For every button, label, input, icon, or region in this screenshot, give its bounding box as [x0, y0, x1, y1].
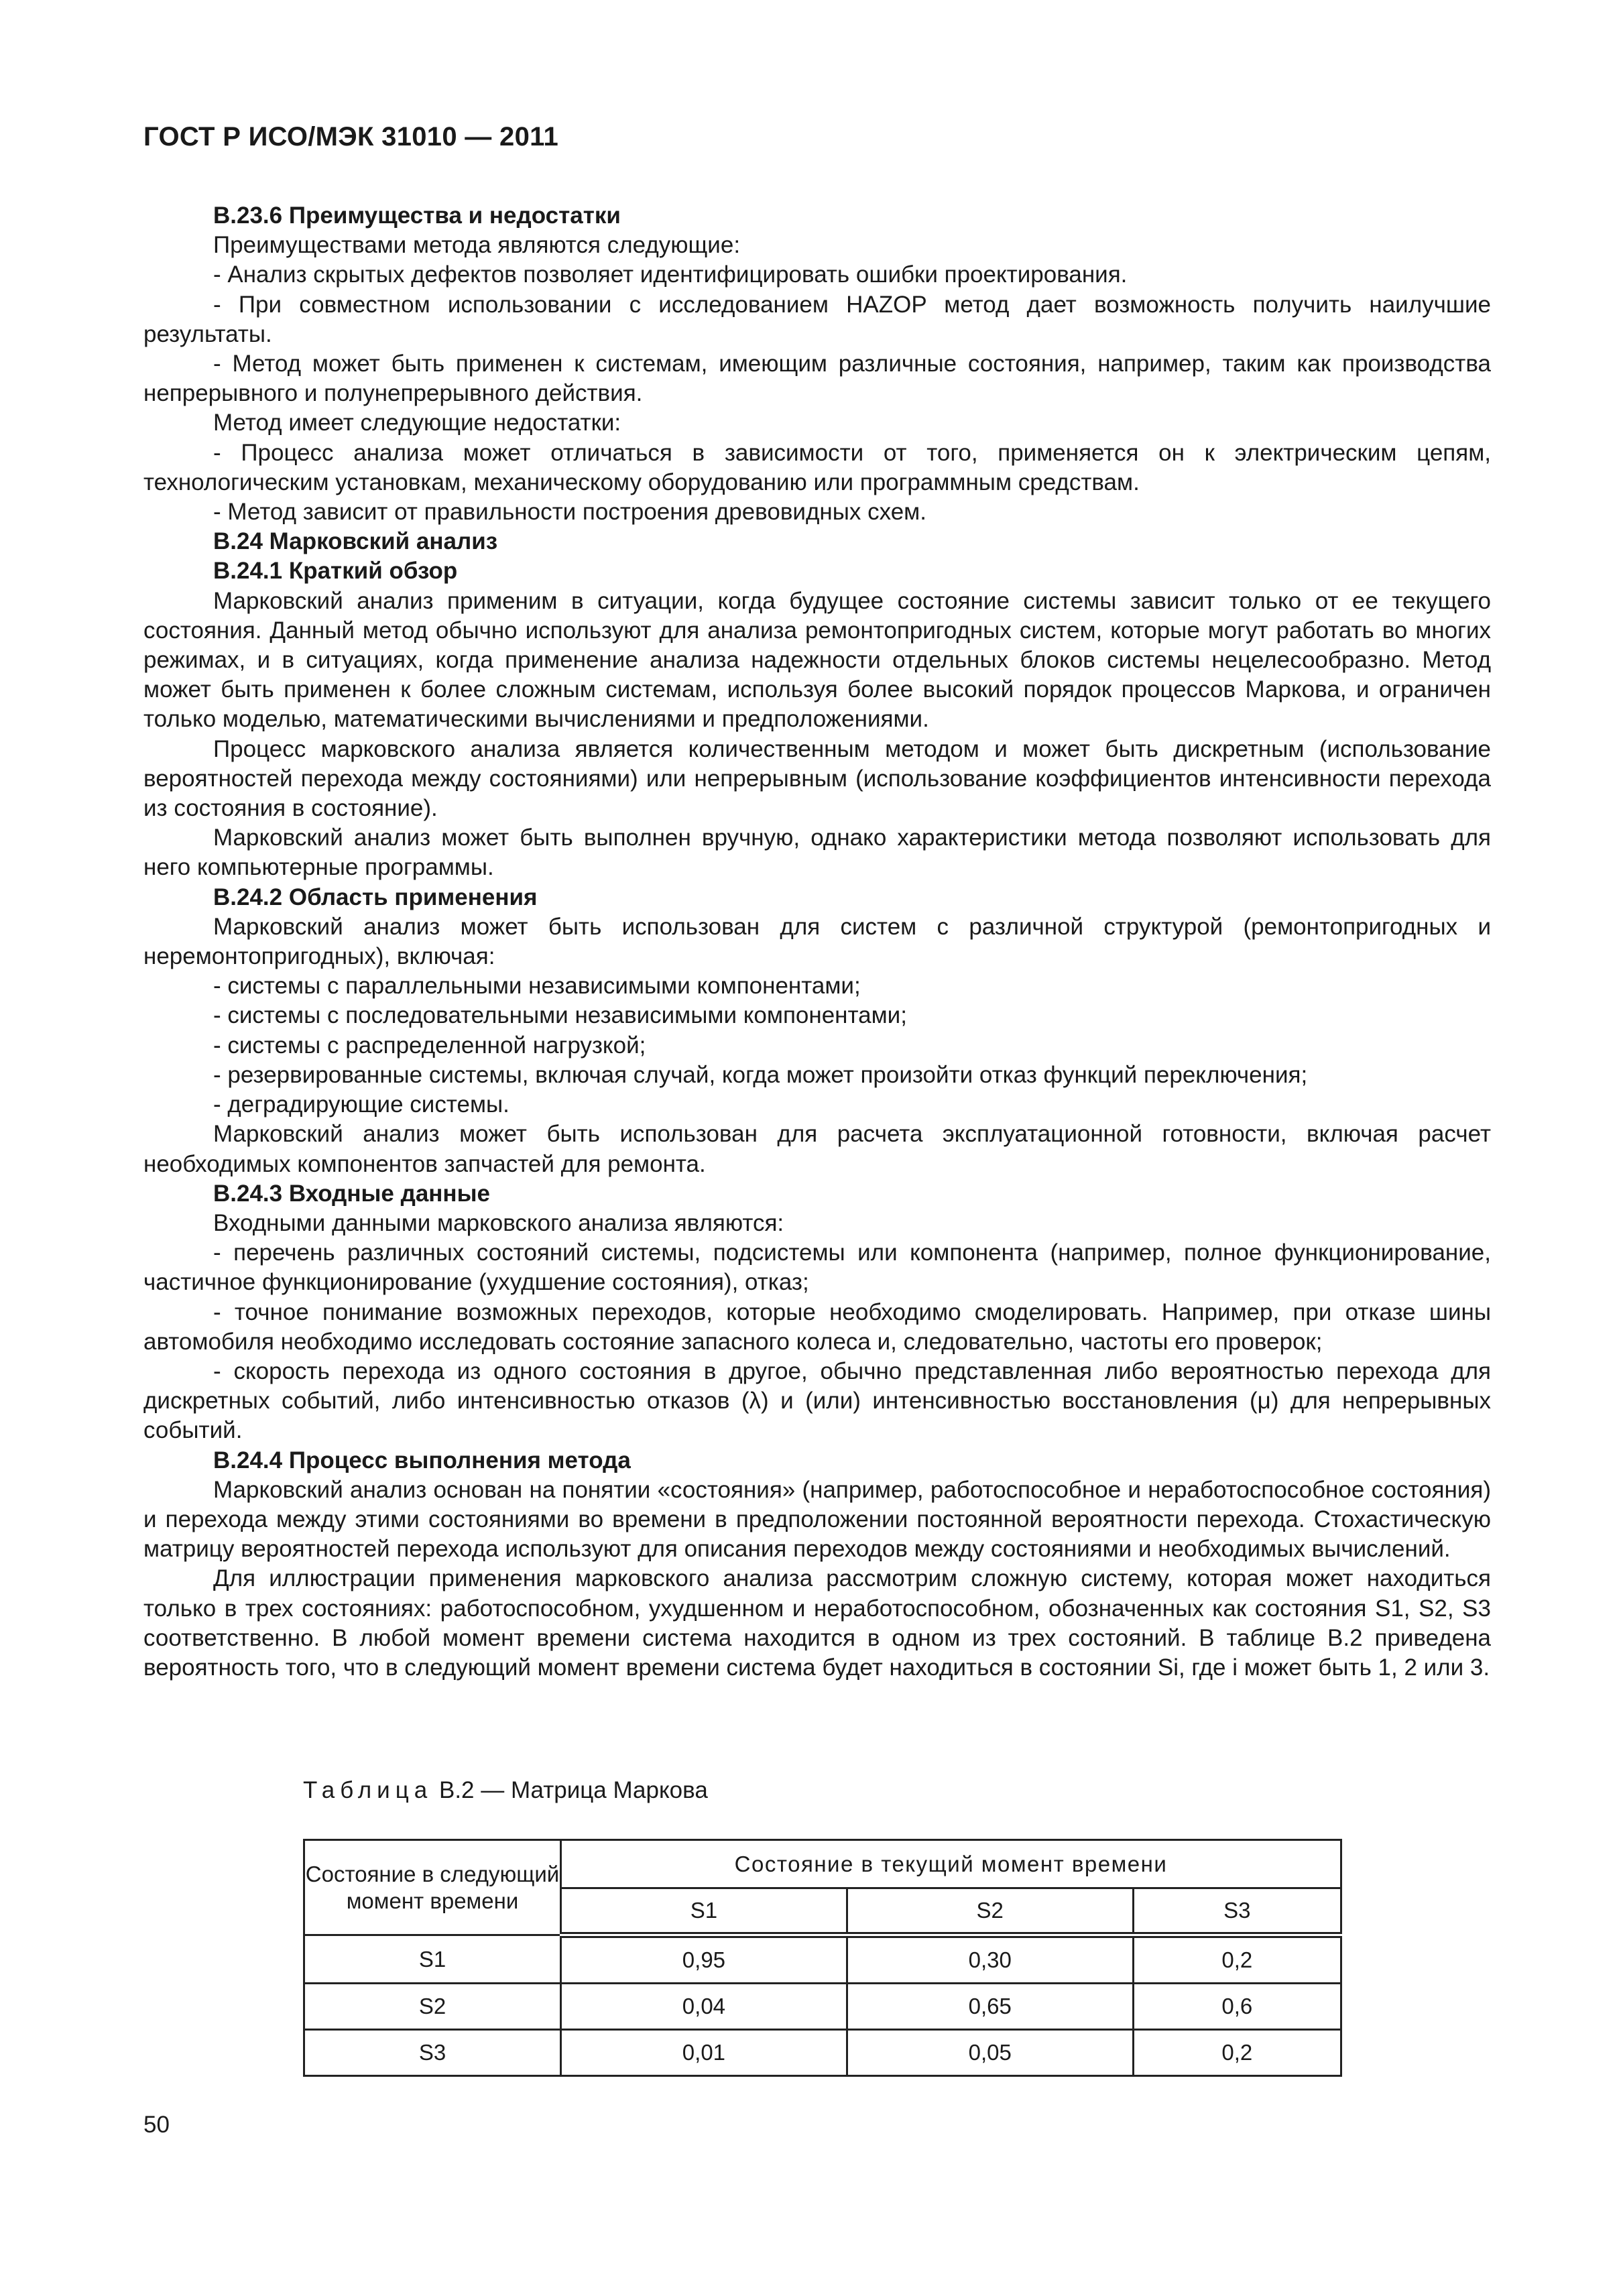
subsection-heading: В.24.1 Краткий обзор	[213, 558, 458, 585]
row-label: S2	[304, 1984, 561, 2030]
subsection-heading: В.24.4 Процесс выполнения метода	[213, 1447, 631, 1473]
list-item: - Процесс анализа может отличаться в зависимости от того, применяется он к электрическим цепям, технологическим установкам, механическому оборудованию или программным средствам.	[143, 439, 1491, 495]
page-number: 50	[143, 2112, 170, 2138]
table-caption-title: В.2 — Матрица Маркова	[438, 1777, 708, 1803]
document-body	[143, 201, 1491, 1683]
list-item: - скорость перехода из одного состояния в другое, обычно представленная либо вероятностью перехода для дискретных событий, либо интенсивностью отказов (λ) и (или) интенсивностью восстановления (μ) для непрерывных событий.	[143, 1357, 1491, 1444]
list-item: - резервированные системы, включая случай, когда может произойти отказ функций переключения;	[213, 1061, 1308, 1088]
column-header: S1	[561, 1888, 847, 1935]
table-cell: 0,2	[1133, 1935, 1341, 1984]
table-cell: 0,6	[1133, 1984, 1341, 2030]
table-cell: 0,65	[847, 1984, 1133, 2030]
paragraph: Марковский анализ может быть использован для систем с различной структурой (ремонтопригодных и неремонтопригодных), включая:	[143, 913, 1491, 970]
table-row	[304, 1984, 1341, 2030]
table-cell: 0,30	[847, 1935, 1133, 1984]
table-cell: 0,04	[561, 1984, 847, 2030]
section-heading: В.23.6 Преимущества и недостатки	[213, 202, 621, 229]
list-item: - Метод зависит от правильности построения древовидных схем.	[213, 499, 926, 526]
table-cell: 0,2	[1133, 2030, 1341, 2076]
column-header: S3	[1133, 1888, 1341, 1935]
list-item: - Анализ скрытых дефектов позволяет идентифицировать ошибки проектирования.	[213, 261, 1128, 288]
table-cell: 0,01	[561, 2030, 847, 2076]
paragraph: Марковский анализ основан на понятии «состояния» (например, работоспособное и неработоспособное состояния) и перехода между этими состояниями во времени в предположении постоянной вероятности перехода. Стохастическую матрицу вероятностей перехода используют для описания переходов между состояниями и необходимых вычислений.	[143, 1476, 1491, 1563]
paragraph: Входными данными марковского анализа являются:	[213, 1209, 784, 1236]
subsection-heading: В.24.3 Входные данные	[213, 1180, 490, 1207]
table-row	[304, 2030, 1341, 2076]
paragraph: Процесс марковского анализа является количественным методом и может быть дискретным (использование вероятностей перехода между состояниями) или непрерывным (использование коэффициентов интенсивности перехода из состояния в состояние).	[143, 735, 1491, 822]
markov-matrix-table	[303, 1839, 1342, 2077]
paragraph: Марковский анализ может быть использован для расчета эксплуатационной готовности, включая расчет необходимых компонентов запчастей для ремонта.	[143, 1121, 1491, 1177]
table-caption-label: Таблица	[303, 1777, 433, 1803]
corner-header: Состояние в следующий момент времени	[304, 1840, 561, 1935]
row-label: S1	[304, 1935, 561, 1984]
list-item: - системы с последовательными независимыми компонентами;	[213, 1002, 907, 1029]
paragraph: Марковский анализ применим в ситуации, когда будущее состояние системы зависит только от ее текущего состояния. Данный метод обычно используют для анализа ремонтопригодных систем, которые могут работать во многих режимах, и в ситуациях, когда применение анализа надежности отдельных блоков системы нецелесообразно. Метод может быть применен к более сложным системам, используя более высокий порядок процессов Маркова, и ограничен только моделью, математическими вычислениями и предположениями.	[143, 587, 1491, 733]
table-row	[304, 1935, 1341, 1984]
list-item: - системы с параллельными независимыми компонентами;	[213, 973, 861, 1000]
table-caption	[303, 1777, 708, 1804]
table-cell: 0,05	[847, 2030, 1133, 2076]
subsection-heading: В.24.2 Область применения	[213, 884, 538, 910]
paragraph: Метод имеет следующие недостатки:	[213, 410, 621, 436]
paragraph: Для иллюстрации применения марковского анализа рассмотрим сложную систему, которая может находиться только в трех состояниях: работоспособном, ухудшенном и неработоспособном, обозначенных как состояния S1, S2, S3 соответственно. В любой момент времени система находится в одном из трех состояний. В таблице В.2 приведена вероятность того, что в следующий момент времени система будет находиться в состоянии Si, где i может быть 1, 2 или 3.	[143, 1565, 1491, 1681]
section-heading: В.24 Марковский анализ	[213, 528, 498, 555]
list-item: - Метод может быть применен к системам, имеющим различные состояния, например, таким как производства непрерывного и полунепрерывного действия.	[143, 351, 1491, 407]
table-cell: 0,95	[561, 1935, 847, 1984]
list-item: - перечень различных состояний системы, подсистемы или компонента (например, полное функционирование, частичное функционирование (ухудшение состояния), отказ;	[143, 1240, 1491, 1296]
paragraph: Преимуществами метода являются следующие:	[213, 232, 741, 259]
document-header: ГОСТ Р ИСО/МЭК 31010 — 2011	[143, 122, 558, 152]
list-item: - точное понимание возможных переходов, которые необходимо смоделировать. Например, при отказе шины автомобиля необходимо исследовать состояние запасного колеса и, следовательно, частоты его проверок;	[143, 1298, 1491, 1355]
group-header: Состояние в текущий момент времени	[561, 1840, 1341, 1888]
row-label: S3	[304, 2030, 561, 2076]
list-item: - При совместном использовании с исследованием HAZOP метод дает возможность получить наилучшие результаты.	[143, 291, 1491, 347]
column-header: S2	[847, 1888, 1133, 1935]
paragraph: Марковский анализ может быть выполнен вручную, однако характеристики метода позволяют использовать для него компьютерные программы.	[143, 825, 1491, 881]
list-item: - системы с распределенной нагрузкой;	[213, 1032, 646, 1059]
list-item: - деградирующие системы.	[213, 1091, 509, 1118]
